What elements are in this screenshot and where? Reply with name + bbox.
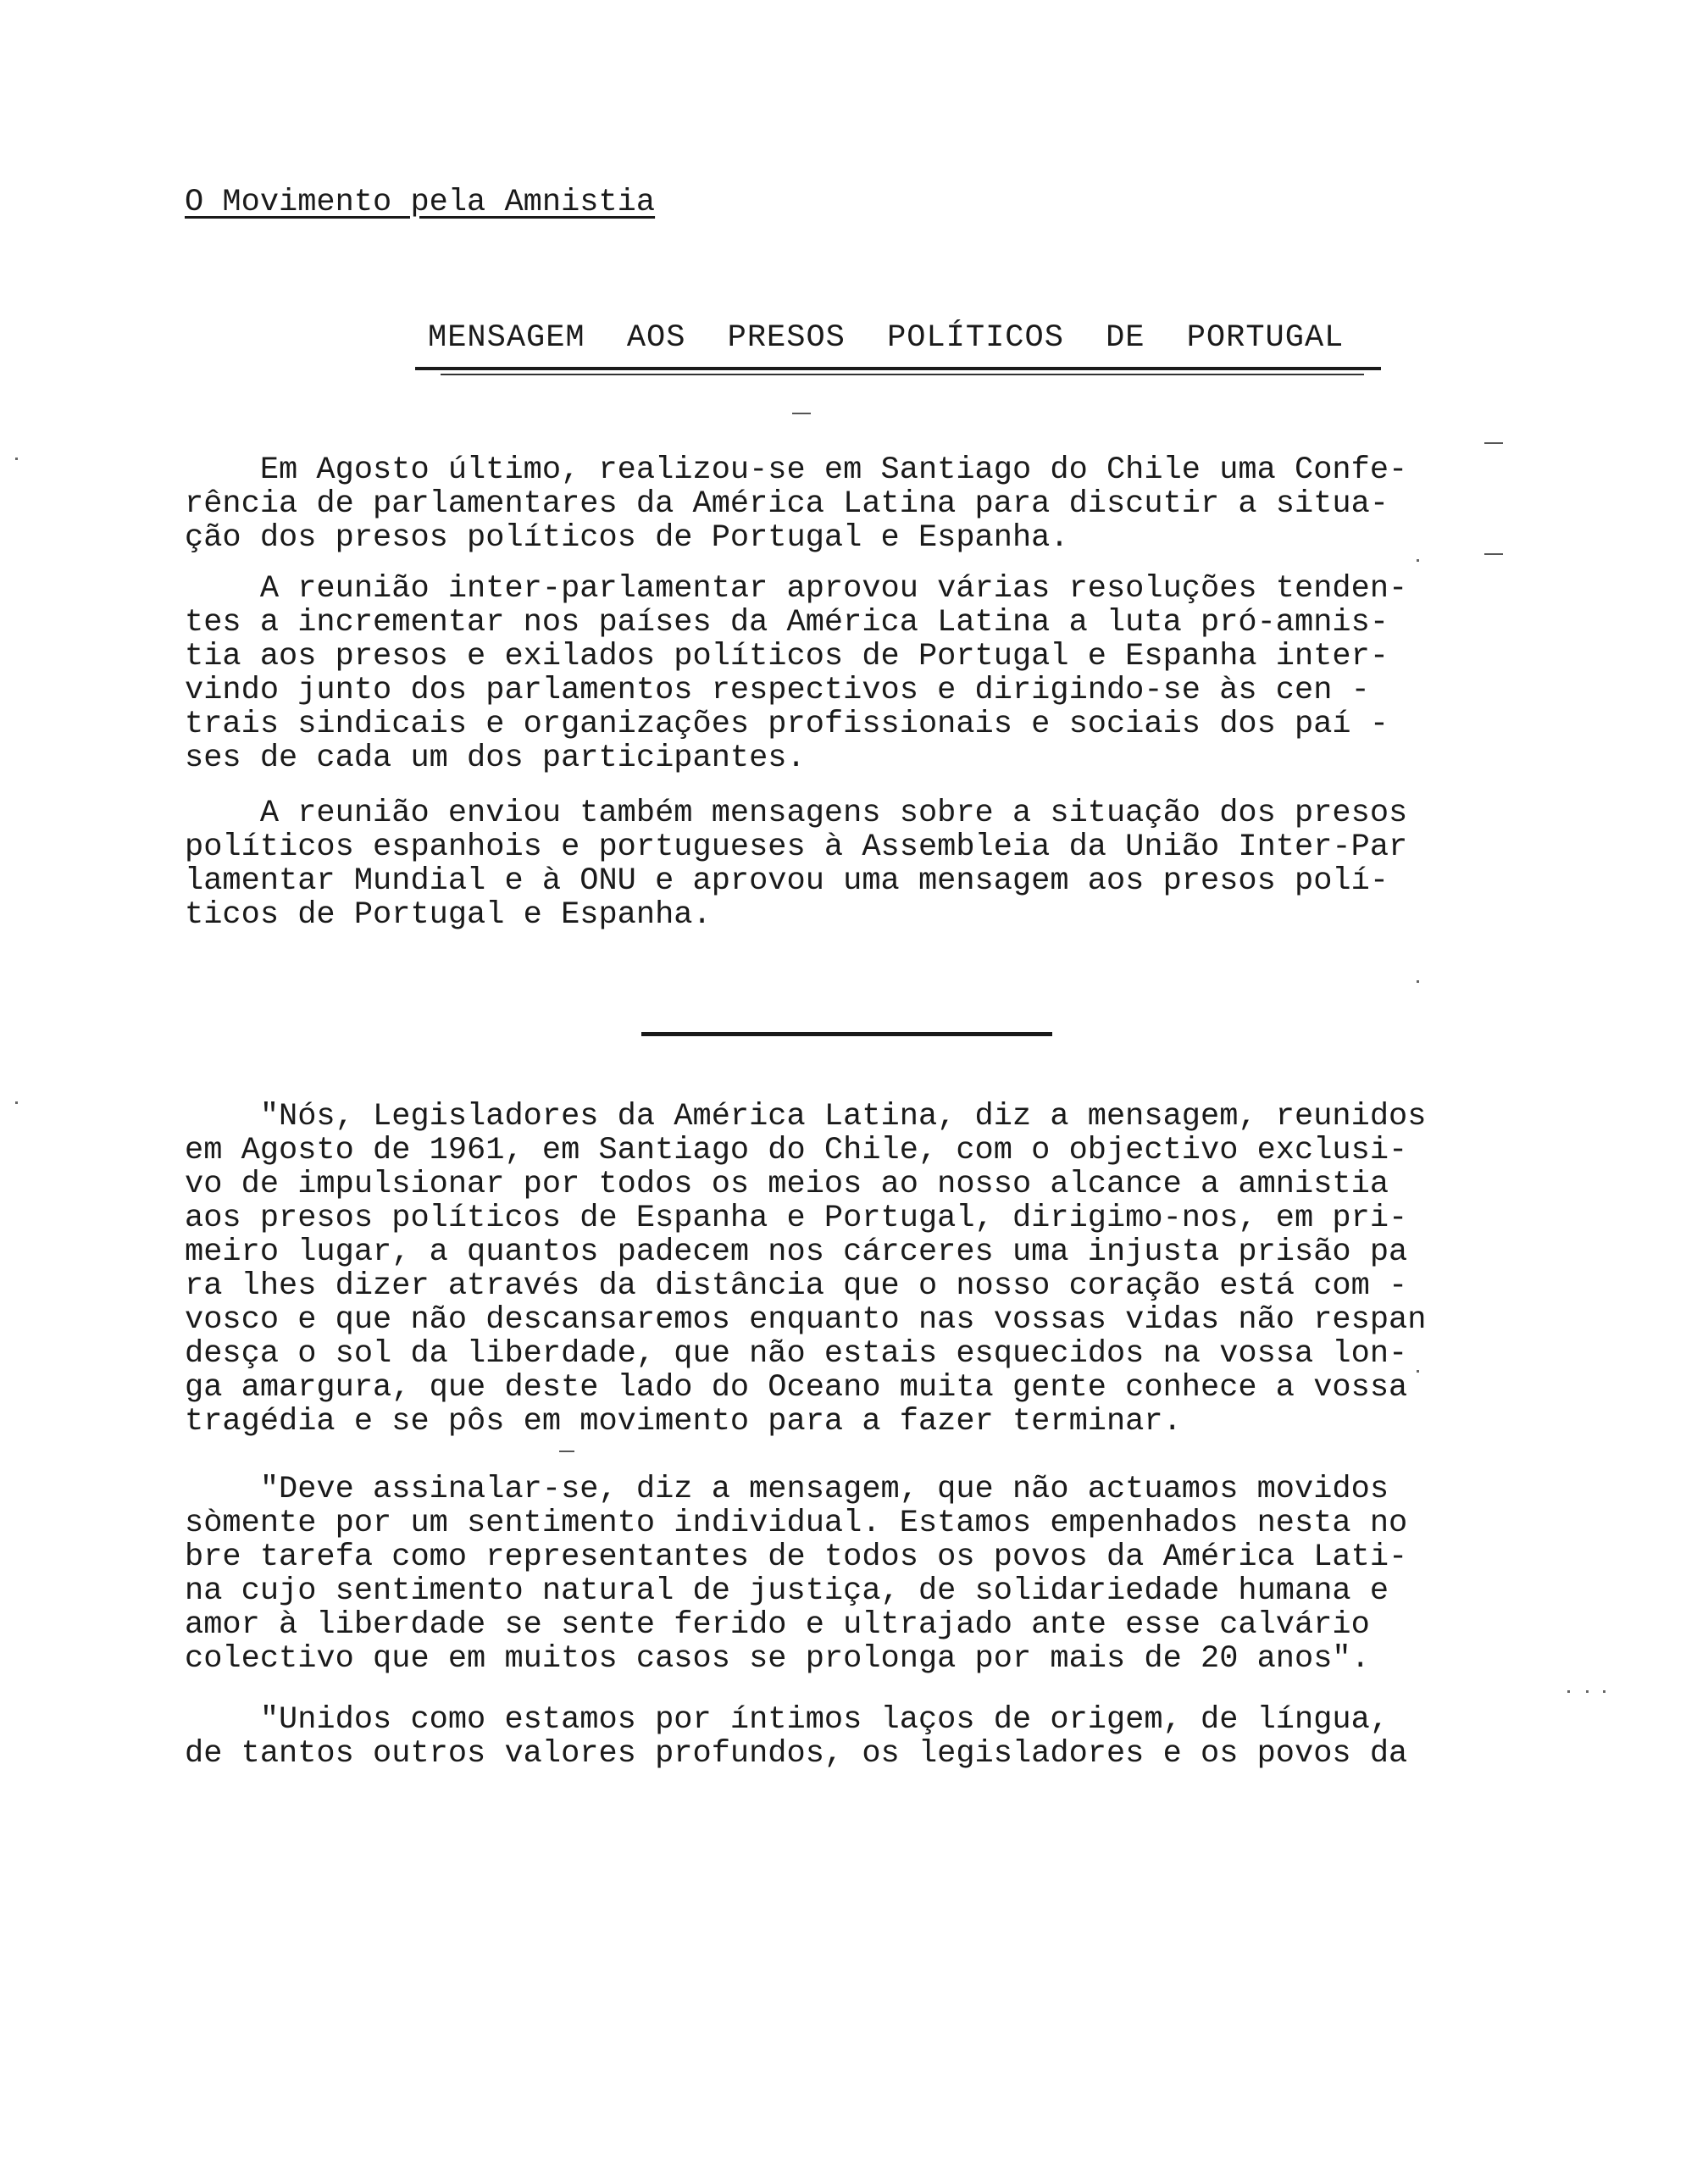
intro-paragraph-3 [185,796,1532,932]
scan-dot [1586,1690,1589,1693]
text-line: rência de parlamentares da América Latina para discutir a situa- [185,486,1389,522]
message-paragraph-3 [185,1703,1532,1771]
text-line: políticos espanhois e portugueses à Assembleia da União Inter-Par [185,829,1408,865]
text-line: vo de impulsionar por todos os meios ao nosso alcance a amnistia [185,1167,1389,1202]
text-line: "Deve assinalar-se, diz a mensagem, que não actuamos movidos [185,1472,1389,1507]
scan-dot [1567,1690,1570,1693]
text-line: aos presos políticos de Espanha e Portugal, dirigimo-nos, em pri- [185,1201,1408,1236]
text-line: ra lhes dizer através da distância que o nosso coração está com - [185,1268,1408,1304]
message-paragraph-1 [185,1100,1532,1439]
scan-dot [15,458,18,460]
scan-dot [1417,980,1419,983]
scan-dot [1603,1690,1605,1693]
text-line: trais sindicais e organizações profissionais e sociais dos paí - [185,707,1389,742]
text-line: ção dos presos políticos de Portugal e Espanha. [185,520,1069,556]
text-line: tragédia e se pôs em movimento para a fazer terminar. [185,1404,1182,1440]
text-line: ga amargura, que deste lado do Oceano muita gente conhece a vossa [185,1370,1408,1406]
text-line: sòmente por um sentimento individual. Estamos empenhados nesta no [185,1506,1408,1541]
text-line: bre tarefa como representantes de todos os povos da América Lati- [185,1539,1408,1575]
text-line: "Unidos como estamos por íntimos laços de origem, de língua, [185,1702,1389,1738]
scan-dot [1417,559,1419,562]
text-line: ticos de Portugal e Espanha. [185,897,712,933]
text-line: em Agosto de 1961, em Santiago do Chile, com o objectivo exclusi- [185,1133,1408,1168]
title-underline [415,367,1381,370]
text-line: A reunião enviou também mensagens sobre a situação dos presos [185,796,1408,831]
scan-dot [15,1101,18,1104]
text-line: tia aos presos e exilados políticos de Portugal e Espanha inter- [185,639,1389,674]
text-line: A reunião inter-parlamentar aprovou várias resoluções tenden- [185,571,1408,607]
text-line: Em Agosto último, realizou-se em Santiago do Chile uma Confe- [185,452,1408,488]
text-line: colectivo que em muitos casos se prolonga por mais de 20 anos". [185,1641,1370,1677]
message-paragraph-2 [185,1473,1532,1676]
scan-mark [792,413,811,414]
page-title: MENSAGEM AOS PRESOS POLÍTICOS DE PORTUGAL [428,320,1345,356]
section-heading: O Movimento pela Amnistia [185,185,656,220]
text-line: na cujo sentimento natural de justiça, de solidariedade humana e [185,1573,1389,1609]
intro-paragraph-1 [185,453,1532,555]
text-line: tes a incrementar nos países da América Latina a luta pró-amnis- [185,605,1389,641]
scan-dot [1417,1370,1419,1373]
text-line: vindo junto dos parlamentos respectivos e dirigindo-se às cen - [185,673,1370,708]
text-line: "Nós, Legisladores da América Latina, diz a mensagem, reunidos [185,1099,1427,1134]
section-divider [641,1032,1052,1036]
text-line: vosco e que não descansaremos enquanto nas vossas vidas não respan [185,1302,1427,1338]
title-underline-secondary [441,374,1364,375]
scan-mark [559,1451,574,1452]
text-line: lamentar Mundial e à ONU e aprovou uma mensagem aos presos polí- [185,863,1389,899]
text-line: ses de cada um dos participantes. [185,741,806,776]
intro-paragraph-2 [185,572,1532,775]
scan-mark [1484,553,1503,555]
text-line: meiro lugar, a quantos padecem nos cárceres uma injusta prisão pa [185,1234,1408,1270]
text-line: desça o sol da liberdade, que não estais esquecidos na vossa lon- [185,1336,1408,1372]
text-line: amor à liberdade se sente ferido e ultrajado ante esse calvário [185,1607,1370,1643]
text-line: de tantos outros valores profundos, os legisladores e os povos da [185,1736,1408,1772]
scan-mark [1484,442,1503,444]
